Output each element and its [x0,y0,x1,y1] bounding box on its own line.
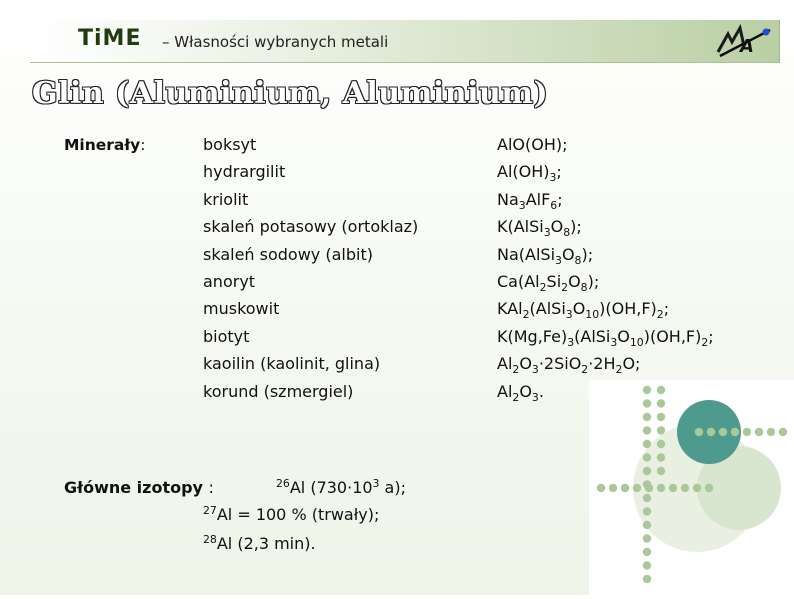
isotopes-label [64,478,214,497]
isotopes-label-colon: : [208,478,214,497]
mineral-name: biotyt [203,326,250,346]
decorative-dot [657,426,665,434]
decorative-dot [693,484,701,492]
decorative-dot [705,484,713,492]
decorative-dot [657,399,665,407]
mineral-name: kriolit [203,189,249,209]
svg-text:A: A [740,36,754,57]
mineral-name: hydrargilit [203,162,286,182]
isotope-mass: 28 [203,533,217,547]
decorative-dot [609,484,617,492]
decorative-dot [643,534,651,542]
decorative-dot [643,440,651,448]
decorative-dot [779,428,787,436]
decorative-dot [645,484,653,492]
decorative-dot [707,428,715,436]
decorative-dot [643,413,651,421]
isotopes-label-text: Główne izotopy [64,478,203,497]
mineral-name: korund (szmergiel) [203,381,354,401]
decorative-dot [643,521,651,529]
header-subtitle-text: Własności wybranych metali [174,33,389,51]
isotope-item: $^{28}$Al (2,3 min). [203,533,316,553]
mineral-name: anoryt [203,271,256,291]
decorative-dot [657,386,665,394]
decorative-dot [643,399,651,407]
mineral-names-list [203,135,418,409]
decorative-dot [767,428,775,436]
decorative-graphic [589,380,794,595]
decorative-dot [755,428,763,436]
decorative-dot [669,484,677,492]
mineral-name: muskowit [203,299,280,319]
isotope-item: $^{27}$Al = 100 % (trwały); [203,504,380,524]
decorative-dot [743,428,751,436]
mineral-name: kaoilin (kaolinit, glina) [203,354,381,374]
minerals-label-text: Minerały [64,136,141,154]
mineral-formula: $K(Mg,Fe)_3(AlSi_3O_{10})(OH,F)_2$; [497,326,714,349]
mineral-formula: $Al(OH)_3$; [497,162,562,185]
decorative-dot [643,426,651,434]
header-dash: – [162,33,170,51]
decorative-dot [643,386,651,394]
decorative-dot [657,484,665,492]
mineral-formula: $Na(AlSi_3O_8)$; [497,244,594,267]
decorative-dot [657,453,665,461]
decorative-dot [597,484,605,492]
decorative-circles-icon [589,380,794,595]
logo-icon [710,22,780,60]
mineral-formula: $Na_3AlF_6$; [497,189,563,212]
decorative-dot [643,467,651,475]
decorative-dot [657,440,665,448]
minerals-label-colon: : [140,136,146,154]
mineral-formula: $K(AlSi_3O_8)$; [497,217,582,239]
mineral-formula: $Al_2O_3\cdot 2SiO_2\cdot 2H_2O$; [497,354,641,376]
decorative-dot [643,548,651,556]
decorative-dot [719,428,727,436]
mineral-formula: AlO(OH); [497,135,568,154]
decorative-dot [731,428,739,436]
isotope-mass: 27 [203,504,217,518]
decorative-dot [657,467,665,475]
header-bar [30,20,780,63]
mineral-formula: $KAl_2(AlSi_3O_{10})(OH,F)_2$; [497,299,670,322]
isotope-exponent: 3 [372,477,380,491]
decorative-dot [643,507,651,515]
header-subtitle [162,33,388,51]
decorative-dot [633,484,641,492]
page-title: Glin (Aluminium, Aluminium) [32,76,549,111]
mineral-name: skaleń sodowy (albit) [203,244,373,264]
isotope-mass: 26 [276,477,290,491]
brand-name: TiME [78,26,142,51]
mineral-formula: $Ca(Al_2Si_2O_8)$; [497,271,600,294]
decorative-dot [681,484,689,492]
decorative-dot [643,453,651,461]
decorative-dot [657,413,665,421]
decorative-dot [643,494,651,502]
mineral-formulas-list [497,135,714,409]
decorative-dot [643,561,651,569]
mineral-name: skaleń potasowy (ortoklaz) [203,217,419,237]
mineral-formula: $Al_2O_3$. [497,381,544,404]
isotope-item: $^{26}$Al ($730\cdot 10^3$ a); [276,477,406,497]
mineral-name: boksyt [203,135,257,154]
decorative-dot [695,428,703,436]
decorative-dot [621,484,629,492]
minerals-label [64,136,145,154]
decorative-dot [643,575,651,583]
